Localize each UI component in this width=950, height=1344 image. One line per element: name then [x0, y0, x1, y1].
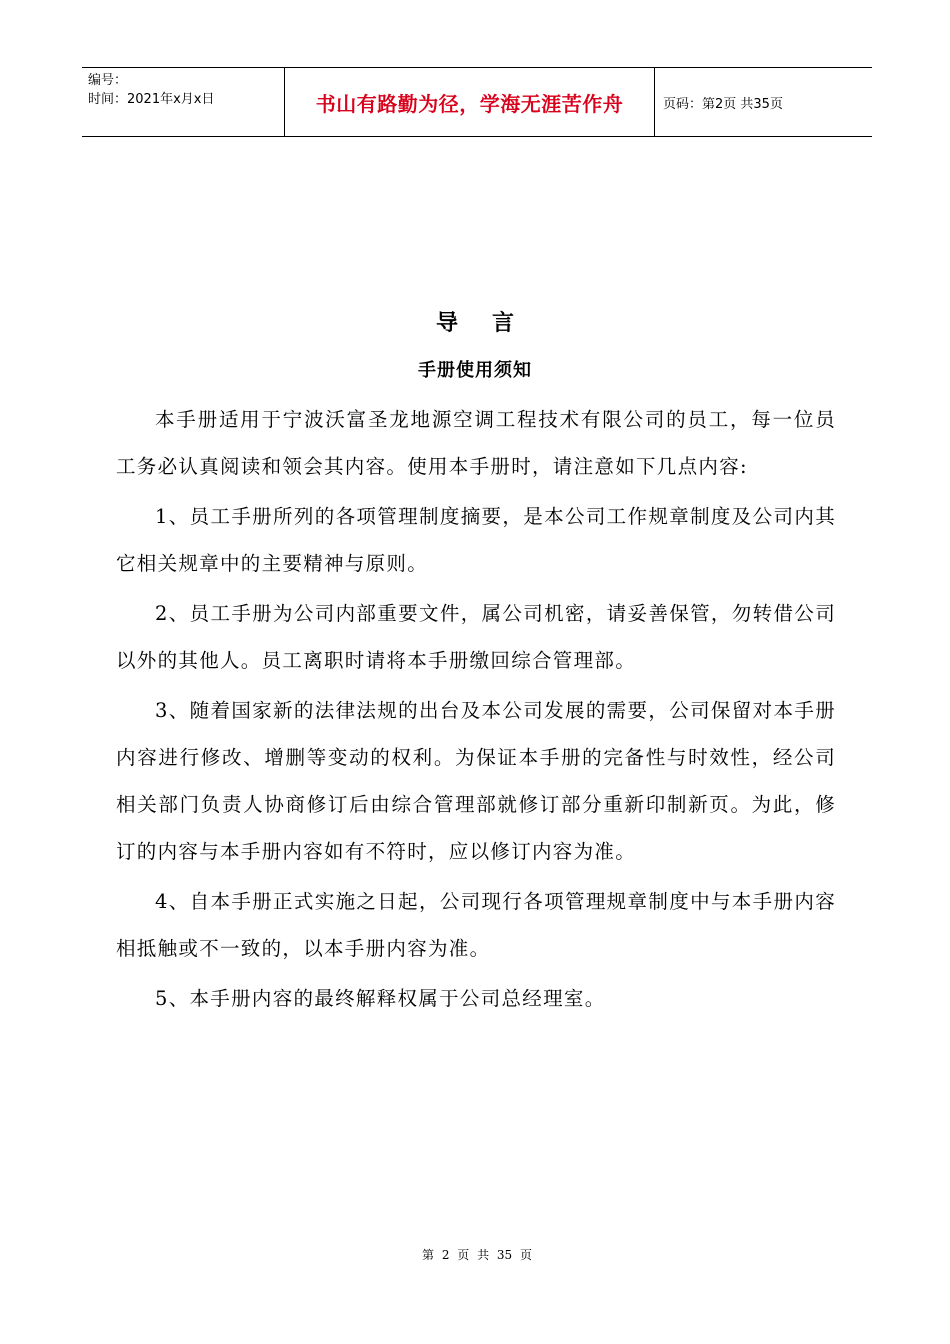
header-page-info: 页码：第2页 共35页 [663, 96, 783, 112]
page-title: 导言 [435, 310, 548, 336]
rule-paragraph-5: 5、本手册内容的最终解释权属于公司总经理室。 [155, 987, 606, 1010]
rule-paragraph-2: 2、员工手册为公司内部重要文件，属公司机密，请妥善保管，勿转借公司以外的其他人。员工离职时请将本手册缴回综合管理部。 [116, 602, 836, 672]
rule-paragraph-1: 1、员工手册所列的各项管理制度摘要，是本公司工作规章制度及公司内其它相关规章中的主要精神与原则。 [116, 505, 836, 575]
intro-paragraph: 本手册适用于宁波沃富圣龙地源空调工程技术有限公司的员工，每一位员工务必认真阅读和领会其内容。使用本手册时，请注意如下几点内容: [116, 408, 836, 478]
section-subtitle: 手册使用须知 [418, 360, 532, 381]
body-content [116, 396, 836, 1022]
rule-paragraph-3: 3、随着国家新的法律法规的出台及本公司发展的需要，公司保留对本手册内容进行修改、增删等变动的权利。为保证本手册的完备性与时效性，经公司相关部门负责人协商修订后由综合管理部就修订部分重新印制新页。为此，修订的内容与本手册内容如有不符时，应以修订内容为准。 [116, 699, 836, 863]
rule-paragraph-4: 4、自本手册正式实施之日起，公司现行各项管理规章制度中与本手册内容相抵触或不一致的，以本手册内容为准。 [116, 890, 836, 960]
document-time-label: 时间：2021年x月x日 [88, 92, 215, 107]
document-code-label: 编号： [88, 73, 128, 88]
header-motto-cell [285, 68, 655, 136]
header-meta-cell [82, 68, 285, 136]
page-footer: 第 2 页 共 35 页 [422, 1248, 532, 1262]
header-motto: 书山有路勤为径，学海无涯苦作舟 [315, 91, 624, 116]
header-page-cell [655, 68, 872, 136]
page-header [82, 67, 872, 137]
